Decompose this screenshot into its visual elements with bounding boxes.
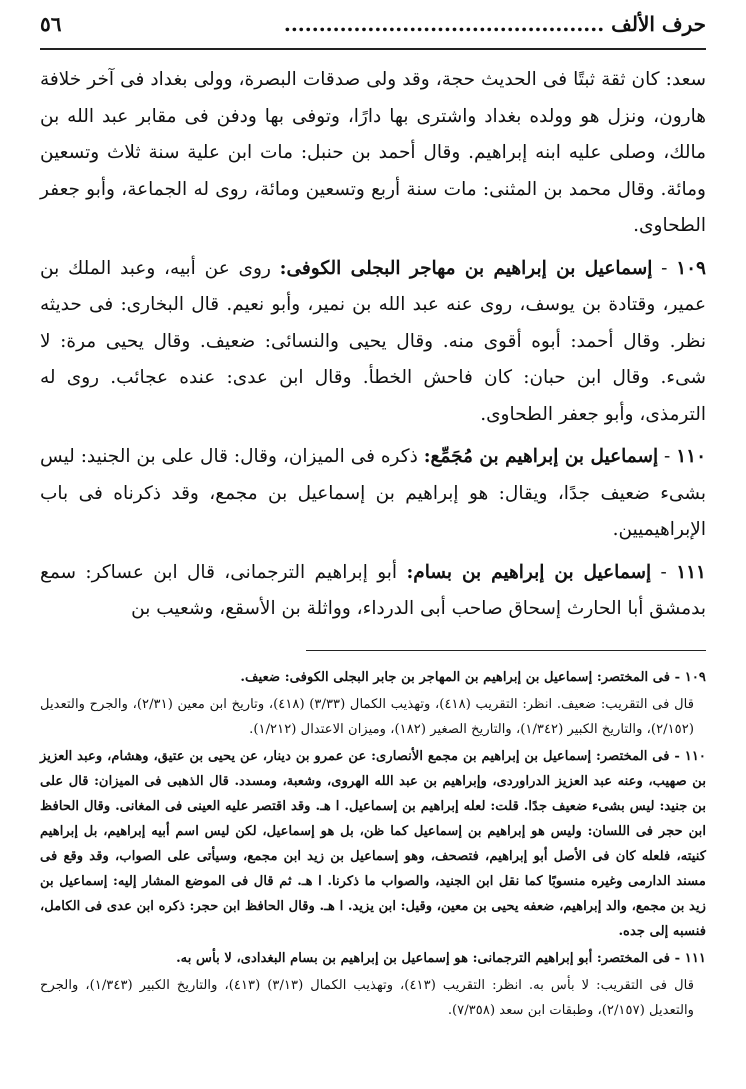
page-number: ٥٦ [40,12,62,36]
entry-number: ١٠٩ [676,257,706,279]
entry-number: ١١٠ [676,446,707,467]
entry-heading: إسماعيل بن إبراهيم بن مُجَمِّع: [423,446,659,467]
footnote-divider [306,650,706,651]
footnote-lead: ١١١ - فى المختصر: أبو إبراهيم الترجمانى: هو إسماعيل بن إبراهيم بن بسام البغدادى، لا بأس به. [176,950,706,966]
entry-dash: - [651,561,677,583]
entry-110 [40,439,706,549]
footnotes [40,665,706,1023]
entry-heading: إسماعيل بن إبراهيم بن مهاجر البجلى الكوفى: [279,257,653,279]
footnote-110 [40,744,706,944]
entry-dash: - [658,446,677,467]
main-text [40,62,706,628]
footnote-109-body: قال فى التقريب: ضعيف. انظر: التقريب (٤١٨)، وتهذيب الكمال (٣/٣٣) (٤١٨)، وتاريخ ابن معين (٢/٣١)، والجرح والتعديل (٢/١٥٢)، والتاريخ الكبير (١/٣٤٢)، والتاريخ الصغير (١٨٢)، وميزان الاعتدال (١/٢١٢). [40,696,695,737]
entry-109 [40,251,706,434]
entry-body: روى عن أبيه، وعبد الملك بن عمير، وقتادة بن يوسف، روى عنه عبد الله بن نمير، وأبو نعيم. قال البخارى: فى حديثه نظر. وقال أحمد: أبوه أقوى منه. وقال يحيى والنسائى: ضعيف. وقال يحيى مرة: لا شىء. وقال ابن حبان: كان فاحش الخطأ. وقال ابن عدى: عنده عجائب. روى له الترمذى، وأبو جعفر الطحاوى. [40,257,706,425]
entry-number: ١١١ [676,561,706,583]
chapter-title [284,12,706,36]
chapter-title-text: حرف الألف [611,12,706,36]
footnote-111-body: قال فى التقريب: لا بأس به. انظر: التقريب (٤١٣)، وتهذيب الكمال (٣/١٣) (٤١٣)، والتاريخ الكبير (١/٣٤٣)، والجرح والتعديل (٢/١٥٧)، وطبقات ابن سعد (٧/٣٥٨). [40,977,694,1018]
intro-paragraph: سعد: كان ثقة ثبتًا فى الحديث حجة، وقد ولى صدقات البصرة، وولى بغداد فى آخر خلافة هارون، ونزل هو وولده بغداد واشترى بها دارًا، وتوفى بها ودفن فى مقابر عبد الله بن مالك، وصلى عليه ابنه إبراهيم. وقال أحمد بن حنبل: مات ابن علية سنة ثلاث وتسعين ومائة. وقال محمد بن المثنى: مات سنة أربع وتسعين ومائة، روى له الجماعة، وأبو جعفر الطحاوى. [40,69,706,236]
entry-111 [40,555,706,628]
footnote-111 [40,946,706,971]
footnote-109 [40,665,706,690]
footnote-lead: ١١٠ - فى المختصر: إسماعيل بن إبراهيم بن مجمع الأنصارى: عن عمرو بن دينار، عن يحيى بن عتيق، وهشام، وعبد العزيز بن صهيب، وعنه عبد العزيز الدراوردى، وإبراهيم بن عبد الله الهروى، وشعبة، ومسدد. قال الذهبى فى الميزان: قال على بن جنيد: ليس بشىء ضعيف جدًا. قلت: لعله إبراهيم بن إسماعيل. ا هـ. وقد اقتصر عليه العينى فى المغانى. وقال الحافظ ابن حجر فى اللسان: وليس هو إبراهيم بن إسماعيل كما ظن، بل هو إسماعيل، لكن ليس اسم أبيه إبراهيم، بل إبراهيم كنيته، فلعله كان فى الأصل أبو إبراهيم، فتصحف، وهو إسماعيل بن زيد ابن مجمع، وسيأتى على الصواب، وقد وقع فى مسند الدارمى وغيره منسوبًا كما نقل ابن الجنيد، والصواب ما ذكرنا. ا هـ. ثم قال فى الموضع المشار إليه: إسماعيل بن زيد بن مجمع، والد إبراهيم، ضعفه يحيى بن معين، وقيل: ابن يزيد. ا هـ. وقال الحافظ ابن حجر: ذكره ابن عدى فى الكامل، فنسبه إلى جده. [40,748,706,939]
running-header [40,8,706,50]
entry-body: ذكره فى الميزان، وقال: قال على بن الجنيد: ليس بشىء ضعيف جدًا، ويقال: هو إبراهيم بن إسماعيل بن مجمع، وقد ذكرناه فى باب الإبراهيميين. [40,446,706,540]
book-page [40,8,706,1025]
header-dots: .............................................. [283,12,605,36]
entry-heading: إسماعيل بن إبراهيم بن بسام: [406,561,652,583]
entry-body: أبو إبراهيم الترجمانى، قال ابن عساكر: سمع بدمشق أبا الحارث إسحاق صاحب أبى الدرداء، وواثلة بن الأسقع، وشعيب بن [40,561,706,619]
footnote-lead: ١٠٩ - فى المختصر: إسماعيل بن إبراهيم بن المهاجر بن جابر البجلى الكوفى: ضعيف. [240,669,706,685]
entry-dash: - [652,257,677,279]
